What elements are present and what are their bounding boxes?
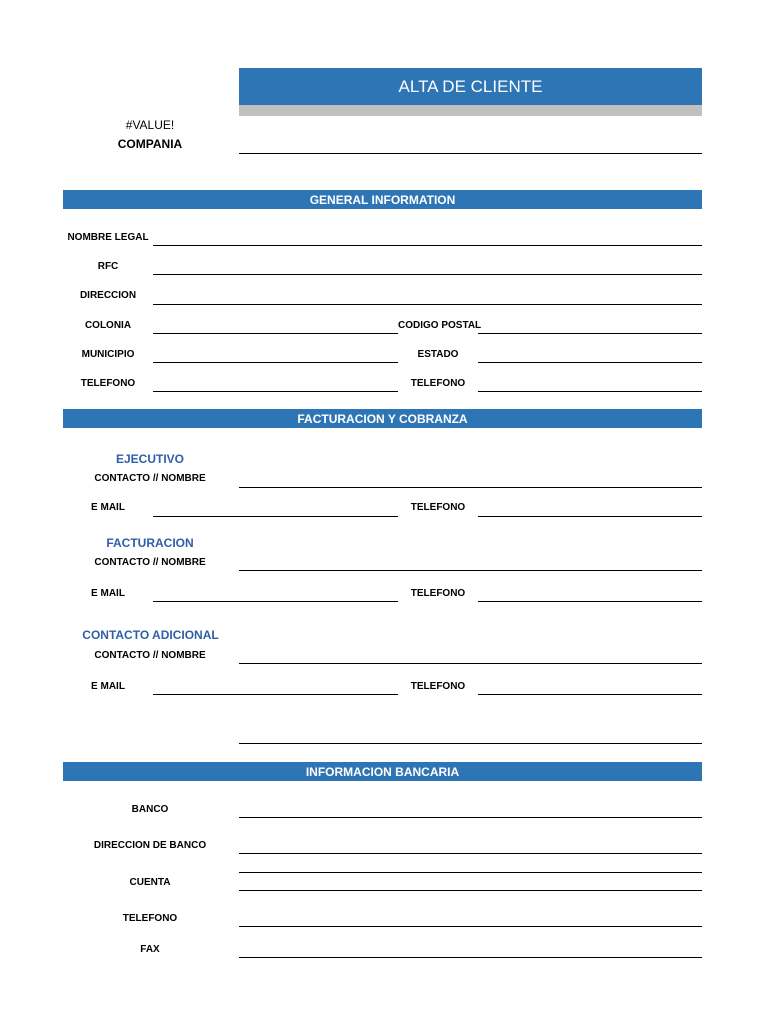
billing-heading: FACTURACION	[106, 536, 194, 550]
value-error-text: #VALUE!	[125, 118, 175, 132]
fax-field[interactable]	[239, 957, 702, 958]
bank-address-field[interactable]	[239, 853, 702, 854]
additional-email-label: E MAIL	[91, 681, 125, 692]
municipio-label: MUNICIPIO	[81, 349, 135, 360]
postal-code-label: CODIGO POSTAL	[398, 320, 482, 331]
billing-phone-field[interactable]	[478, 601, 702, 602]
additional-phone-label: TELEFONO	[410, 681, 466, 692]
bank-address-label: DIRECCION DE BANCO	[93, 840, 207, 851]
address-field[interactable]	[153, 304, 702, 305]
section-billing: FACTURACION Y COBRANZA	[63, 409, 702, 428]
legal-name-label: NOMBRE LEGAL	[67, 232, 149, 243]
billing-contact-field[interactable]	[239, 570, 702, 571]
bank-address-field-line2[interactable]	[239, 872, 702, 873]
section-general-information: GENERAL INFORMATION	[63, 190, 702, 209]
executive-phone-label: TELEFONO	[410, 502, 466, 513]
bank-field[interactable]	[239, 817, 702, 818]
colonia-field[interactable]	[153, 333, 398, 334]
additional-contact-label: CONTACTO // NOMBRE	[94, 650, 206, 661]
executive-email-label: E MAIL	[91, 502, 125, 513]
estado-label: ESTADO	[417, 349, 459, 360]
phone1-label: TELEFONO	[80, 378, 136, 389]
phone2-label: TELEFONO	[410, 378, 466, 389]
additional-contact-field[interactable]	[239, 663, 702, 664]
rfc-field[interactable]	[153, 274, 702, 275]
phone2-field[interactable]	[478, 391, 702, 392]
executive-contact-label: CONTACTO // NOMBRE	[94, 473, 206, 484]
phone1-field[interactable]	[153, 391, 398, 392]
address-label: DIRECCION	[79, 290, 137, 301]
executive-phone-field[interactable]	[478, 516, 702, 517]
company-field[interactable]	[239, 153, 702, 154]
additional-contact-heading: CONTACTO ADICIONAL	[82, 628, 219, 642]
municipio-field[interactable]	[153, 362, 398, 363]
title-underline-bar	[239, 105, 702, 116]
colonia-label: COLONIA	[84, 320, 132, 331]
executive-contact-field[interactable]	[239, 487, 702, 488]
form-title: ALTA DE CLIENTE	[239, 68, 702, 105]
billing-email-label: E MAIL	[91, 588, 125, 599]
company-label: COMPANIA	[117, 137, 183, 151]
legal-name-field[interactable]	[153, 245, 702, 246]
bank-phone-label: TELEFONO	[122, 913, 178, 924]
fax-label: FAX	[140, 944, 160, 955]
estado-field[interactable]	[478, 362, 702, 363]
executive-heading: EJECUTIVO	[115, 452, 184, 466]
executive-email-field[interactable]	[153, 516, 398, 517]
account-field[interactable]	[239, 890, 702, 891]
billing-contact-label: CONTACTO // NOMBRE	[94, 557, 206, 568]
postal-code-field[interactable]	[478, 333, 702, 334]
bank-phone-field[interactable]	[239, 926, 702, 927]
additional-phone-field[interactable]	[478, 694, 702, 695]
extra-blank-field[interactable]	[239, 743, 702, 744]
rfc-label: RFC	[97, 261, 119, 272]
section-bank-information: INFORMACION BANCARIA	[63, 762, 702, 781]
billing-phone-label: TELEFONO	[410, 588, 466, 599]
billing-email-field[interactable]	[153, 601, 398, 602]
bank-label: BANCO	[131, 804, 169, 815]
account-label: CUENTA	[129, 877, 171, 888]
additional-email-field[interactable]	[153, 694, 398, 695]
